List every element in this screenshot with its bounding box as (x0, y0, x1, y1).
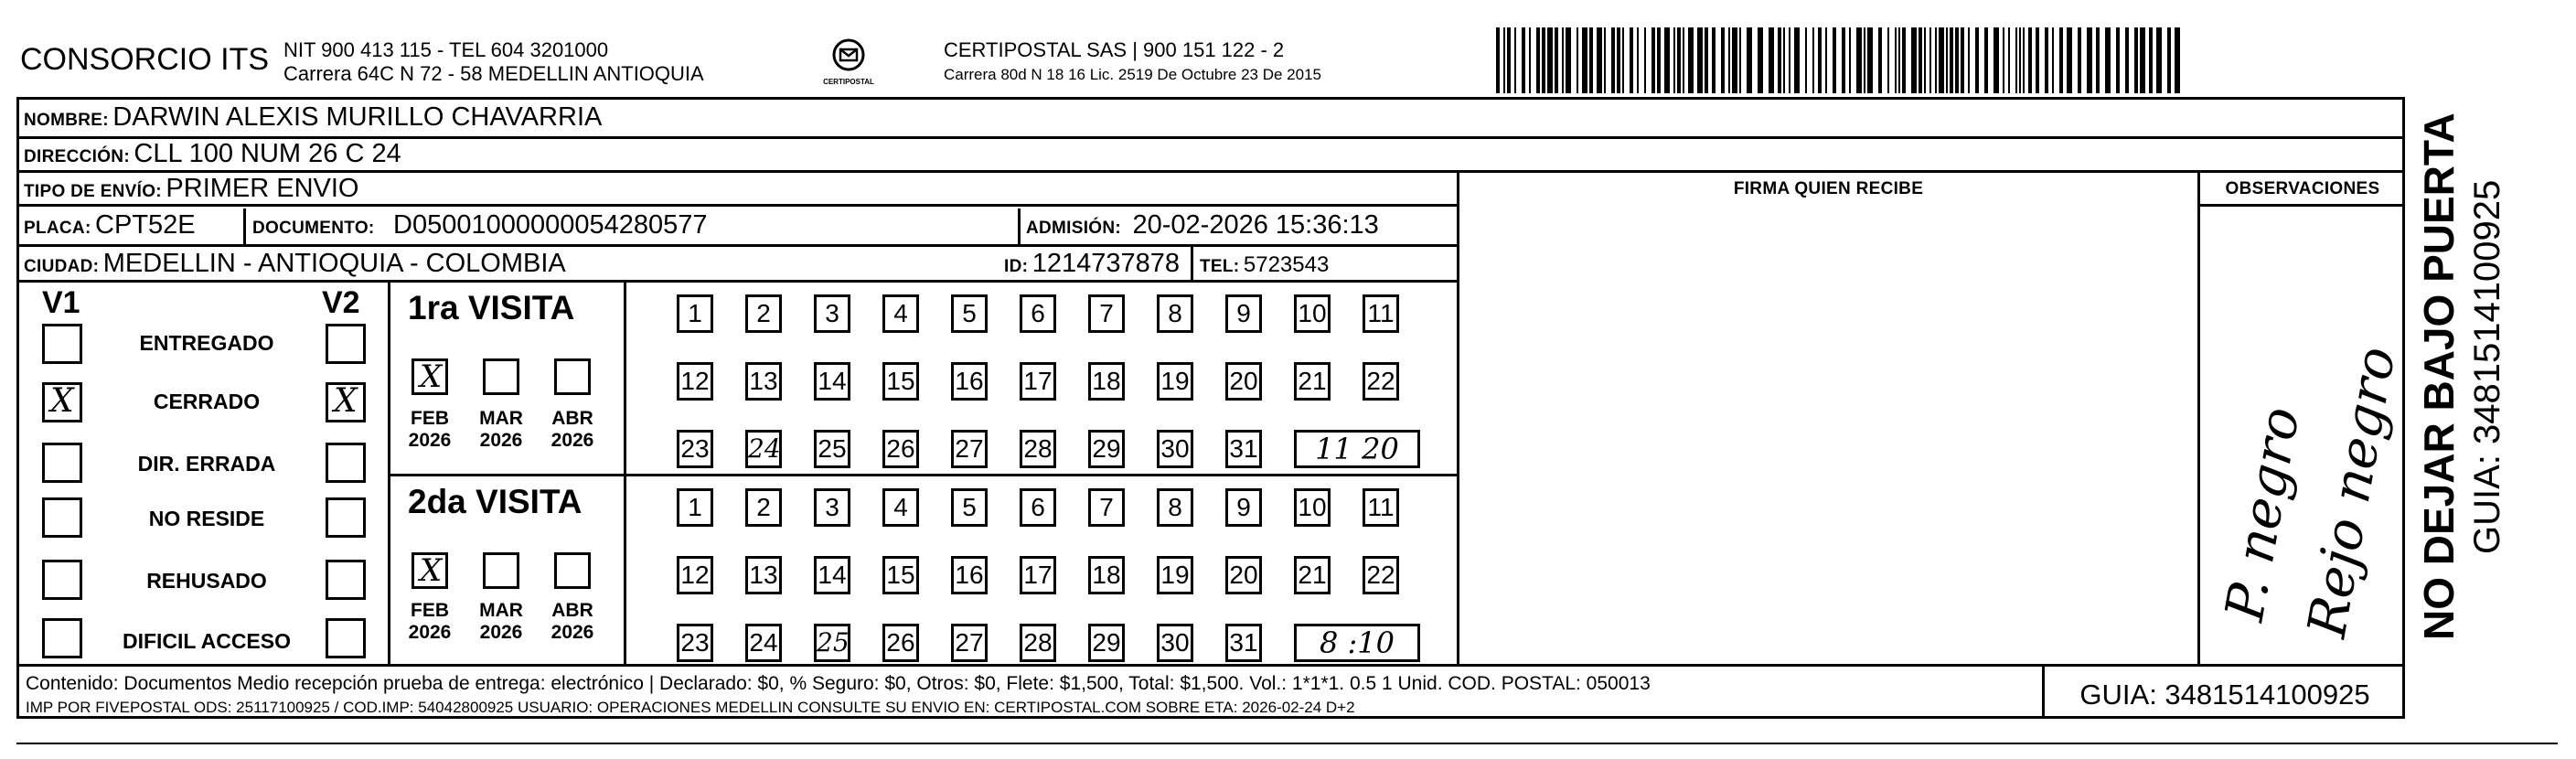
second-visit-day-1[interactable]: 1 (677, 488, 713, 527)
admission-row (1026, 210, 1379, 241)
v1-checkbox-entregado[interactable] (42, 324, 82, 364)
second-visit-day-10[interactable]: 10 (1294, 488, 1331, 527)
v2-label: V2 (322, 285, 360, 320)
second-visit-day-24[interactable]: 24 (745, 624, 782, 662)
first-visit-day-9[interactable]: 9 (1225, 294, 1262, 333)
admision-label: ADMISIÓN: (1026, 219, 1122, 238)
first-visit-day-31[interactable]: 31 (1225, 430, 1262, 468)
second-visit-day-18[interactable]: 18 (1088, 556, 1125, 594)
side-warning: NO DEJAR BAJO PUERTA (2415, 112, 2463, 640)
second-visit-month-label-abr: ABR 2026 (550, 600, 594, 643)
first-visit-day-28[interactable]: 28 (1020, 430, 1056, 468)
first-visit-day-20[interactable]: 20 (1225, 362, 1262, 401)
first-visit-month-label-abr: ABR 2026 (550, 408, 594, 451)
tel-label: TEL: (1200, 257, 1240, 276)
envelope-seal-icon (830, 37, 867, 73)
first-visit-day-30[interactable]: 30 (1157, 430, 1193, 468)
v2-checkbox-no-reside[interactable] (326, 497, 366, 538)
id-number: 1214737878 (1031, 249, 1180, 278)
second-visit-day-28[interactable]: 28 (1020, 624, 1056, 662)
second-visit-day-14[interactable]: 14 (814, 556, 850, 594)
first-visit-day-16[interactable]: 16 (951, 362, 988, 401)
first-visit-day-11[interactable]: 11 (1363, 294, 1399, 333)
second-visit-day-31[interactable]: 31 (1225, 624, 1262, 662)
id-label: ID: (1004, 257, 1029, 276)
v2-checkbox-cerrado[interactable]: X (326, 382, 366, 422)
first-visit-day-15[interactable]: 15 (882, 362, 919, 401)
second-visit-month-abr[interactable] (554, 552, 591, 589)
second-visit-day-15[interactable]: 15 (882, 556, 919, 594)
second-visit-month-feb[interactable]: X (412, 552, 448, 589)
first-visit-month-mar[interactable] (483, 358, 519, 395)
second-visit-day-27[interactable]: 27 (951, 624, 988, 662)
certipostal-logo (819, 37, 878, 91)
bottom-rule (16, 743, 2558, 744)
second-visit-month-label-feb: FEB 2026 (408, 600, 452, 643)
plate-row (24, 210, 196, 241)
logo-text: CERTIPOSTAL (823, 78, 874, 86)
second-visit-day-21[interactable]: 21 (1294, 556, 1331, 594)
footer-guia: GUIA: 3481514100925 (2079, 679, 2370, 711)
v1-checkbox-dir-errada[interactable] (42, 443, 82, 483)
second-visit-day-26[interactable]: 26 (882, 624, 919, 662)
second-visit-day-13[interactable]: 13 (745, 556, 782, 594)
id-row (1004, 249, 1180, 279)
v2-checkbox-entregado[interactable] (326, 324, 366, 364)
status-cerrado: CERRADO (153, 390, 261, 413)
first-visit-day-18[interactable]: 18 (1088, 362, 1125, 401)
first-visit-day-2[interactable]: 2 (745, 294, 782, 333)
tipo-label: TIPO DE ENVÍO: (24, 182, 162, 201)
second-visit-day-23[interactable]: 23 (677, 624, 713, 662)
second-visit-day-9[interactable]: 9 (1225, 488, 1262, 527)
second-visit-day-7[interactable]: 7 (1088, 488, 1125, 527)
first-visit-day-12[interactable]: 12 (677, 362, 713, 401)
first-visit-day-13[interactable]: 13 (745, 362, 782, 401)
v2-checkbox-dir-errada[interactable] (326, 443, 366, 483)
v2-checkbox-rehusado[interactable] (326, 560, 366, 600)
v1-checkbox-cerrado[interactable]: X (42, 382, 82, 422)
first-visit-day-21[interactable]: 21 (1294, 362, 1331, 401)
ciudad-label: CIUDAD: (24, 257, 100, 276)
first-visit-day-1[interactable]: 1 (677, 294, 713, 333)
v1-checkbox-dificil-acceso[interactable] (42, 618, 82, 658)
second-visit-day-8[interactable]: 8 (1157, 488, 1193, 527)
status-rehusado: REHUSADO (146, 569, 267, 593)
handwritten-observation-1: P. negro (2213, 401, 2312, 625)
first-visit-day-17[interactable]: 17 (1020, 362, 1056, 401)
plate: CPT52E (95, 210, 196, 240)
city-row (24, 249, 566, 279)
second-visit-day-16[interactable]: 16 (951, 556, 988, 594)
direccion-label: DIRECCIÓN: (24, 147, 130, 166)
second-visit-title: 2da VISITA (408, 483, 583, 520)
status-dificil-acceso: DIFICIL ACCESO (122, 629, 291, 653)
placa-label: PLACA: (24, 219, 91, 238)
second-visit-month-mar[interactable] (483, 552, 519, 589)
company-address: Carrera 64C N 72 - 58 MEDELLIN ANTIOQUIA (283, 62, 704, 85)
first-visit-time-box[interactable]: 11 20 (1294, 430, 1420, 468)
second-visit-day-22[interactable]: 22 (1363, 556, 1399, 594)
document-number: D05001000000054280577 (393, 210, 708, 240)
first-visit-day-14[interactable]: 14 (814, 362, 850, 401)
send-type: PRIMER ENVIO (166, 174, 359, 203)
first-visit-day-3[interactable]: 3 (814, 294, 850, 333)
v1-checkbox-no-reside[interactable] (42, 497, 82, 538)
city: MEDELLIN - ANTIOQUIA - COLOMBIA (102, 249, 566, 278)
recipient-address: CLL 100 NUM 26 C 24 (134, 139, 401, 168)
first-visit-day-8[interactable]: 8 (1157, 294, 1193, 333)
second-visit-time-box[interactable]: 8 :10 (1294, 624, 1420, 662)
v2-checkbox-dificil-acceso[interactable] (326, 618, 366, 658)
carrier-license: Carrera 80d N 18 16 Lic. 2519 De Octubre 23 De 2015 (944, 66, 1321, 83)
second-visit-day-17[interactable]: 17 (1020, 556, 1056, 594)
first-visit-day-19[interactable]: 19 (1157, 362, 1193, 401)
second-visit-day-19[interactable]: 19 (1157, 556, 1193, 594)
first-visit-day-6[interactable]: 6 (1020, 294, 1056, 333)
second-visit-day-11[interactable]: 11 (1363, 488, 1399, 527)
handwritten-observation-2: Rejo negro (2295, 342, 2408, 642)
first-visit-day-29[interactable]: 29 (1088, 430, 1125, 468)
first-visit-month-abr[interactable] (554, 358, 591, 395)
documento-label: DOCUMENTO: (252, 219, 375, 238)
first-visit-day-7[interactable]: 7 (1088, 294, 1125, 333)
first-visit-day-27[interactable]: 27 (951, 430, 988, 468)
address-row (24, 139, 401, 169)
first-visit-day-26[interactable]: 26 (882, 430, 919, 468)
second-visit-day-4[interactable]: 4 (882, 488, 919, 527)
status-no-reside: NO RESIDE (148, 507, 265, 530)
second-visit-day-6[interactable]: 6 (1020, 488, 1056, 527)
second-visit-month-label-mar: MAR 2026 (479, 600, 523, 643)
second-visit-day-2[interactable]: 2 (745, 488, 782, 527)
observaciones-header: OBSERVACIONES (2225, 179, 2380, 198)
first-visit-month-feb[interactable]: X (412, 358, 448, 395)
second-visit-day-20[interactable]: 20 (1225, 556, 1262, 594)
company-name: CONSORCIO ITS (20, 42, 270, 77)
second-visit-day-5[interactable]: 5 (951, 488, 988, 527)
firma-header: FIRMA QUIEN RECIBE (1733, 179, 1924, 198)
first-visit-day-25[interactable]: 25 (814, 430, 850, 468)
first-visit-day-22[interactable]: 22 (1363, 362, 1399, 401)
tel-number: 5723543 (1243, 252, 1330, 277)
admission-date: 20-02-2026 15:36:13 (1132, 210, 1379, 240)
side-guia: GUIA: 3481514100925 (2467, 179, 2507, 554)
footer-print-info: IMP POR FIVEPOSTAL ODS: 25117100925 / COD.IMP: 54042800925 USUARIO: OPERACIONES MEDELLIN CONSULTE SU ENVIO EN: CERTIPOSTAL.COM SOBRE ETA: 2026-02-24 D+2 (26, 699, 1355, 716)
second-visit-day-3[interactable]: 3 (814, 488, 850, 527)
nombre-label: NOMBRE: (24, 111, 109, 130)
first-visit-title: 1ra VISITA (408, 289, 575, 326)
company-nit: NIT 900 413 115 - TEL 604 3201000 (283, 38, 609, 61)
status-entregado: ENTREGADO (139, 331, 274, 355)
recipient-name: DARWIN ALEXIS MURILLO CHAVARRIA (112, 102, 603, 132)
v1-label: V1 (42, 285, 80, 320)
first-visit-day-10[interactable]: 10 (1294, 294, 1331, 333)
send-type-row (24, 174, 359, 204)
first-visit-month-label-feb: FEB 2026 (408, 408, 452, 451)
first-visit-day-5[interactable]: 5 (951, 294, 988, 333)
second-visit-day-25[interactable]: 25 (814, 624, 850, 662)
v1-checkbox-rehusado[interactable] (42, 560, 82, 600)
recipient-name-row (24, 102, 602, 133)
first-visit-day-23[interactable]: 23 (677, 430, 713, 468)
barcode (1496, 27, 2182, 93)
carrier-name: CERTIPOSTAL SAS | 900 151 122 - 2 (944, 38, 1285, 61)
second-visit-day-30[interactable]: 30 (1157, 624, 1193, 662)
first-visit-day-4[interactable]: 4 (882, 294, 919, 333)
document-row (252, 210, 708, 241)
second-visit-day-29[interactable]: 29 (1088, 624, 1125, 662)
tel-row (1200, 252, 1329, 278)
second-visit-day-12[interactable]: 12 (677, 556, 713, 594)
first-visit-month-label-mar: MAR 2026 (479, 408, 523, 451)
status-dir-errada: DIR. ERRADA (137, 452, 276, 476)
footer-contents: Contenido: Documentos Medio recepción prueba de entrega: electrónico | Declarado: $0, % Seguro: $0, Otros: $0, Flete: $1,500, Total: $1,500. Vol.: 1*1*1. 0.5 1 Unid. COD. POSTAL: 050013 (26, 673, 1651, 694)
first-visit-day-24[interactable]: 24 (745, 430, 782, 468)
